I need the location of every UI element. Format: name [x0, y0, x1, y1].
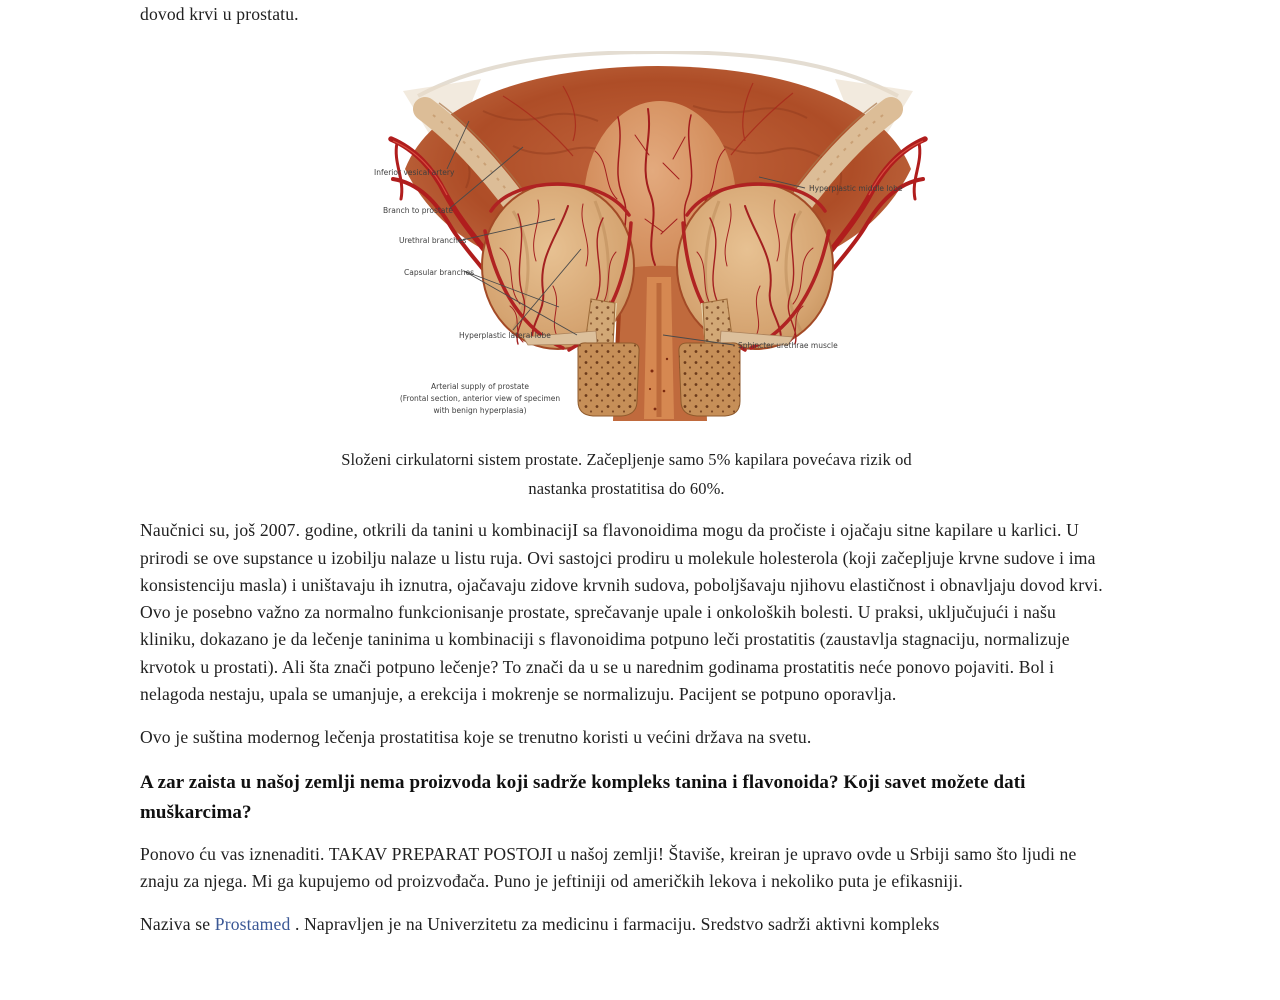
prostate-anatomy-illustration [363, 51, 953, 441]
prostate-illustration-wrap [363, 51, 953, 441]
label-hyperplastic-middle-lobe: Hyperplastic middle lobe [808, 184, 902, 194]
paragraph-product [140, 911, 1113, 938]
figure-footnote-line3: with benign hyperplasia) [432, 406, 527, 416]
prostate-figure [307, 51, 947, 503]
paragraph-tail: dovod krvi u prostatu. [140, 4, 299, 24]
label-inferior-vesical-artery: Inferior vesical artery [373, 168, 454, 178]
label-hyperplastic-lateral-lobe: Hyperplastic lateral lobe [458, 331, 551, 341]
figure-caption-line2: nastanka prostatitisa do 60%. [528, 479, 725, 499]
figure-caption-line1: Složeni cirkulatorni sistem prostate. Začepljenje samo 5% kapilara povećava rizik od [341, 450, 912, 470]
figure-footnote-line1: Arterial supply of prostate [430, 382, 529, 392]
label-capsular-branches: Capsular branches [403, 268, 474, 278]
paragraph-essence: Ovo je suština modernog lečenja prostatitisa koje se trenutno koristi u većini država na svetu. [140, 727, 812, 748]
label-urethral-branches: Urethral branches [398, 236, 466, 246]
article-content [140, 0, 1113, 939]
prostamed-link[interactable]: Prostamed [214, 914, 291, 935]
paragraph-science: Naučnici su, još 2007. godine, otkrili da tanini u kombinacijI sa flavonoidima mogu da pročiste i ojačaju sitne kapilare u karlici. U prirodi se ove supstance u izobilju nalaze u listu ruja. Ovi sastojci prodiru u molekule holesterola (koji začepljuje krvne sudove i ima konsistenciju masla) i uništavaju ih iznutra, ojačavaju zidove krvnih sudova, poboljšavaju njihovu elastičnost i obnavljaju dovod krvi. Ovo je posebno važno za normalno funkcionisanje prostate, sprečavanje upale i onkoloških bolesti. U praksi, uključujući i našu kliniku, dokazano je da lečenje taninima u kombinaciji s flavonoidima potpuno leči prostatitis (zaustavlja stagnaciju, normalizuje krvotok u prostati). Ali šta znači potpuno lečenje? To znači da u se u narednim godinama prostatitis neće ponovo pojaviti. Bol i nelagoda nestaju, upala se umanjuje, a erekcija i mokrenje se normalizuju. Pacijent se potpuno oporavlja. [140, 520, 1103, 705]
product-text-before: Naziva se [140, 914, 215, 935]
label-branch-to-prostate: Branch to prostate [382, 206, 453, 216]
figure-footnote-line2: (Frontal section, anterior view of specimen [399, 394, 560, 404]
interview-question-heading: A zar zaista u našoj zemlji nema proizvoda koji sadrže kompleks tanina i flavonoida? Koji savet možete dati muškarcima? [140, 771, 1026, 823]
label-sphincter-urethrae-muscle: Sphincter urethrae muscle [737, 341, 838, 351]
product-text-after: . Napravljen je na Univerzitetu za medicinu i farmaciju. Sredstvo sadrži aktivni kompleks [290, 914, 940, 935]
figure-caption [317, 445, 937, 503]
paragraph-surprise: Ponovo ću vas iznenaditi. TAKAV PREPARAT POSTOJI u našoj zemlji! Štaviše, kreiran je upravo ovde u Srbiji samo što ljudi ne znaju za njega. Mi ga kupujemo od proizvođača. Puno je jeftiniji od američkih lekova i nekoliko puta je efikasniji. [140, 843, 1077, 891]
